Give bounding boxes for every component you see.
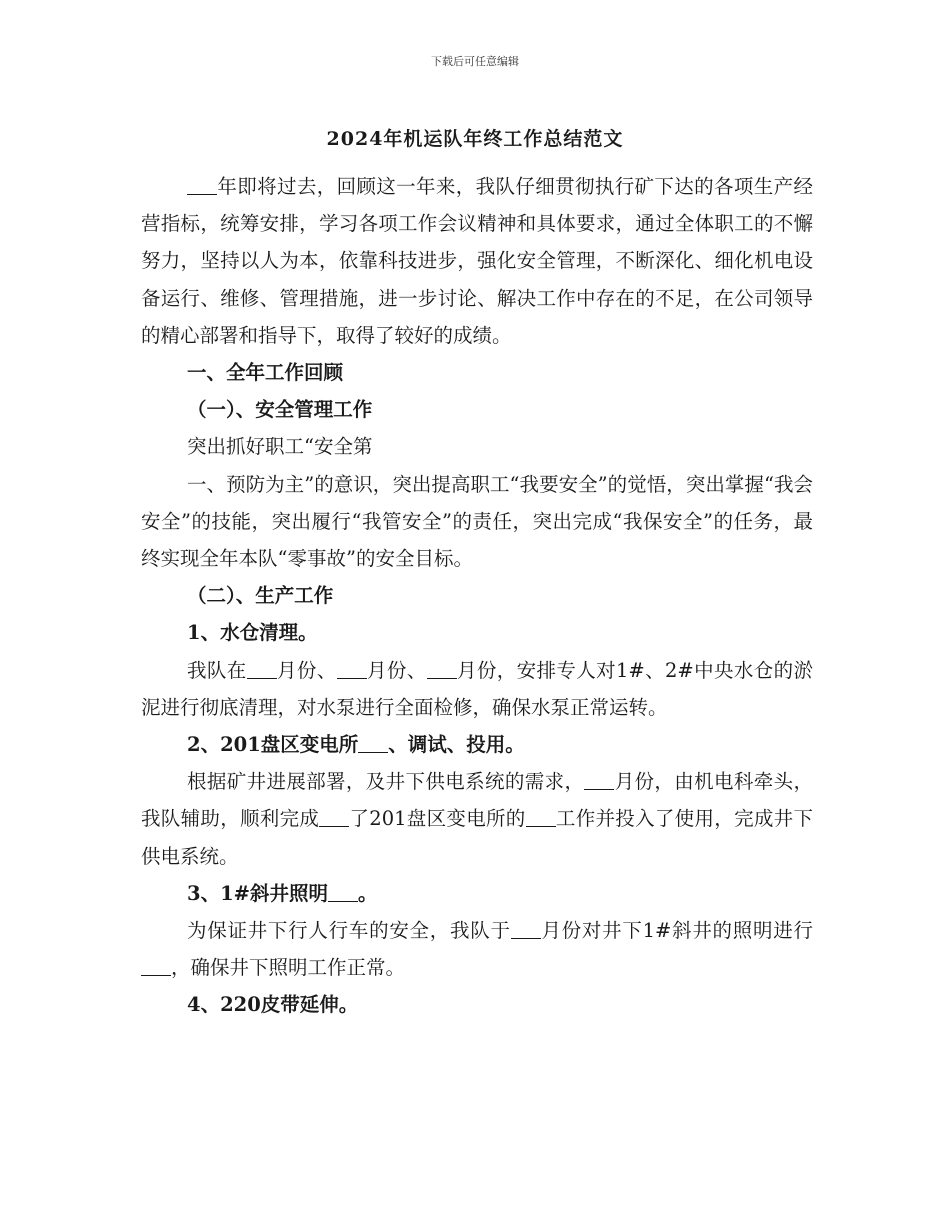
document-body: [141, 168, 813, 1024]
subsection-heading-safety: （一）、安全管理工作: [187, 398, 373, 422]
safety-paragraph-1: 突出抓好职工“安全第: [187, 435, 373, 459]
blank-underline: [584, 771, 614, 790]
text-segment: 为保证井下行人行车的安全，我队于: [187, 919, 511, 943]
text-segment: 根据矿井进展部署，及井下供电系统的需求，: [187, 770, 585, 794]
blank-underline: [511, 920, 541, 939]
blank-underline: [187, 176, 217, 195]
text-segment: 。: [357, 881, 378, 905]
text-segment: 2、201盘区变电所: [187, 733, 359, 757]
blank-underline: [358, 734, 388, 753]
blank-underline: [328, 883, 358, 902]
subsection-heading-production: （二）、生产工作: [187, 584, 334, 608]
text-segment: 月份，由机电科牵头，我队辅助，顺利完成: [141, 770, 813, 831]
blank-underline: [141, 957, 171, 976]
safety-paragraph-2: 一、预防为主”的意识，突出提高职工“我要安全”的觉悟，突出掌握“我会安全”的技能，突出履行“我管安全”的责任，突出完成“我保安全”的任务，最终实现全年本队“零事故”的安全目标。: [141, 472, 813, 571]
text-segment: 3、1#斜井照明: [187, 881, 328, 905]
text-segment: 、调试、投用。: [388, 733, 525, 757]
blank-underline: [319, 808, 349, 827]
text-segment: 工作并投入了使用，完成井下供电系统。: [141, 807, 813, 868]
text-segment: 月份、: [366, 658, 427, 682]
text-segment: 月份、: [276, 658, 337, 682]
blank-underline: [526, 808, 556, 827]
item-heading-belt-extension: 4、220皮带延伸。: [187, 993, 359, 1017]
blank-underline: [247, 660, 277, 679]
item-heading-substation: [141, 726, 813, 763]
section-heading: 一、全年工作回顾: [187, 361, 344, 385]
item-paragraph-substation: [141, 763, 813, 875]
intro-text: 年即将过去，回顾这一年来，我队仔细贯彻执行矿下达的各项生产经营指标，统筹安排，学习各项工作会议精神和具体要求，通过全体职工的不懈努力，坚持以人为本，依靠科技进步，强化安全管理，不断深化、细化机电设备运行、维修、管理措施，进一步讨论、解决工作中存在的不足，在公司领导的精心部署和指导下，取得了较好的成绩。: [141, 175, 813, 347]
header-note: 下载后可任意编辑: [431, 55, 519, 68]
document-title: 2024年机运队年终工作总结范文: [326, 128, 624, 150]
item-paragraph-lighting: [141, 912, 813, 986]
text-segment: ，确保井下照明工作正常。: [171, 956, 406, 980]
text-segment: 月份对井下1#斜井的照明进行: [540, 919, 813, 943]
blank-underline: [427, 660, 457, 679]
intro-paragraph: [141, 168, 813, 354]
item-heading-water-sump: 1、水仓清理。: [187, 621, 318, 645]
text-segment: 月份，安排专人对1#、2#中央水仓的淤泥进行彻底清理，对水泵进行全面检修，确保水泵正常运转。: [141, 658, 813, 719]
text-segment: 我队在: [187, 658, 247, 682]
item-heading-lighting: [141, 875, 813, 912]
text-segment: 了201盘区变电所的: [349, 807, 526, 831]
blank-underline: [337, 660, 367, 679]
item-paragraph-water-sump: [141, 652, 813, 726]
